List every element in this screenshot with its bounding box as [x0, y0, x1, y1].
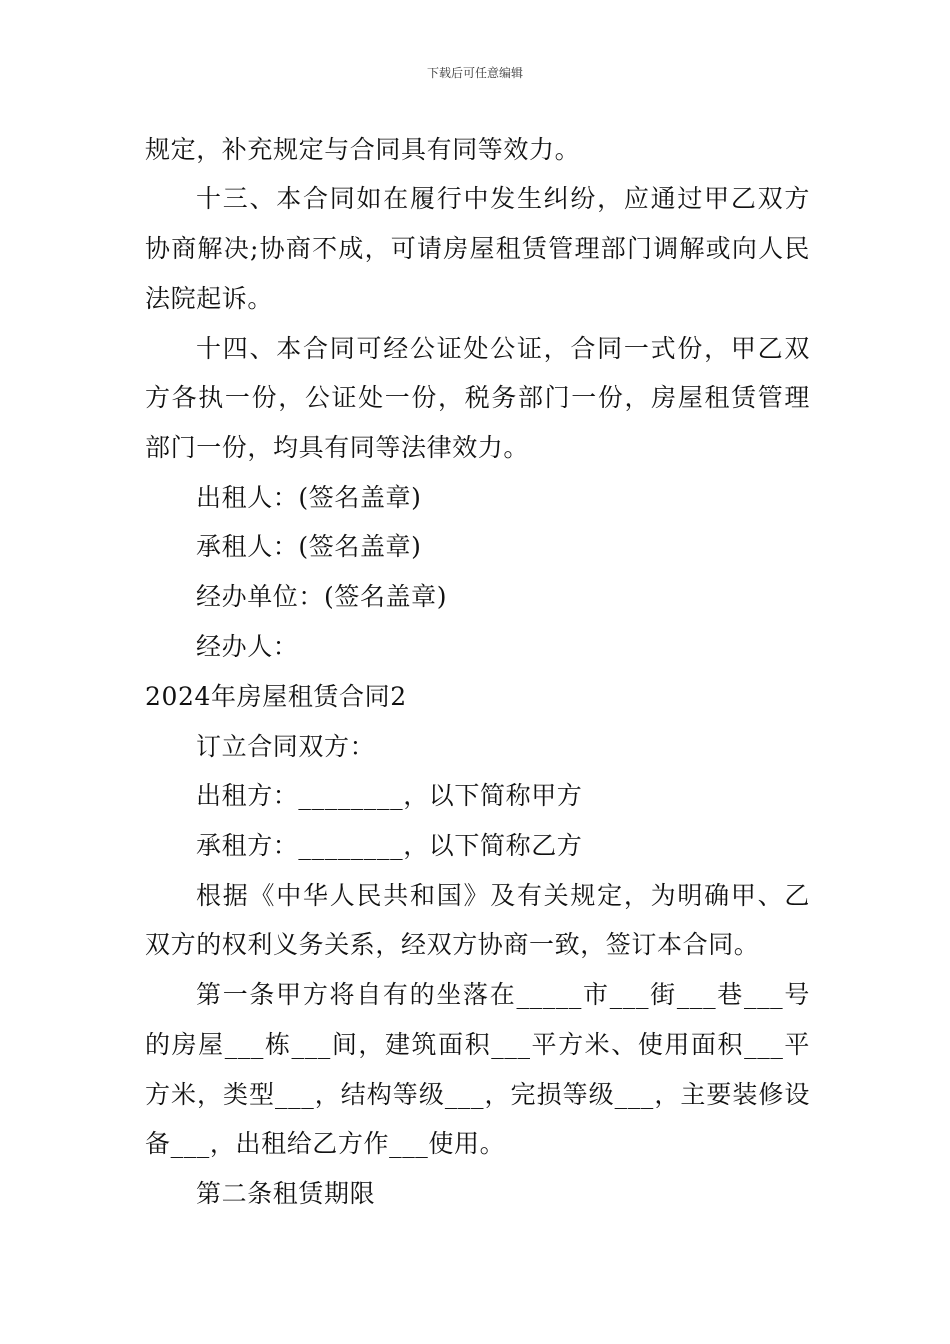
paragraph-line: 协商解决;协商不成，可请房屋租赁管理部门调解或向人民 [145, 234, 810, 263]
article-heading: 第二条租赁期限 [196, 1179, 376, 1208]
paragraph-line: 备___，出租给乙方作___使用。 [145, 1129, 506, 1158]
paragraph-line: 法院起诉。 [145, 284, 274, 313]
signature-line: 出租人：(签名盖章) [196, 483, 422, 512]
paragraph-line: 部门一份，均具有同等法律效力。 [145, 433, 530, 462]
paragraph-line: 双方的权利义务关系，经双方协商一致，签订本合同。 [145, 930, 760, 959]
paragraph-line: 十四、本合同可经公证处公证，合同一式份，甲乙双 [196, 334, 810, 363]
section-title: 2024年房屋租赁合同2 [145, 682, 407, 711]
party-line: 出租方：________，以下简称甲方 [196, 781, 583, 810]
party-line: 承租方：________，以下简称乙方 [196, 831, 583, 860]
paragraph-line: 订立合同双方： [196, 732, 376, 761]
page-header: 下载后可任意编辑 [426, 66, 523, 80]
paragraph-line: 方各执一份，公证处一份，税务部门一份，房屋租赁管理 [145, 383, 810, 412]
paragraph-line: 根据《中华人民共和国》及有关规定，为明确甲、乙 [196, 881, 810, 910]
paragraph-line: 规定，补充规定与合同具有同等效力。 [145, 135, 581, 164]
signature-line: 经办单位：(签名盖章) [196, 582, 448, 611]
paragraph-line: 第一条甲方将自有的坐落在_____市___街___巷___号 [196, 980, 810, 1009]
signature-line: 经办人： [196, 632, 299, 661]
paragraph-line: 十三、本合同如在履行中发生纠纷，应通过甲乙双方 [196, 184, 810, 213]
signature-line: 承租人：(签名盖章) [196, 532, 422, 561]
paragraph-line: 方米，类型___，结构等级___，完损等级___，主要装修设 [145, 1080, 810, 1109]
paragraph-line: 的房屋___栋___间，建筑面积___平方米、使用面积___平 [145, 1030, 810, 1059]
